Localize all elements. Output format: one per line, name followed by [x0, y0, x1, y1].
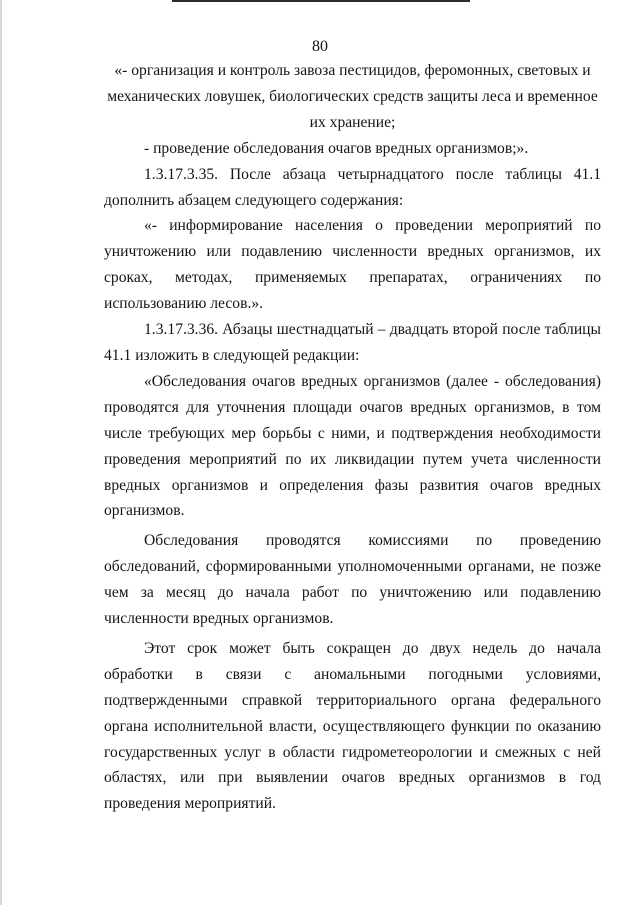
- paragraph-pest-control-list-item: «- организация и контроль завоза пестицидов, феромонных, световых и механических ловушек, биологических средств защиты леса и временное их хранение;: [107, 62, 598, 131]
- paragraph-amendment-1-3-17-3-35: 1.3.17.3.35. После абзаца четырнадцатого после таблицы 41.1 дополнить абзацем следующего содержания:: [104, 165, 601, 209]
- paragraph-surveys-commissions: Обследования проводятся комиссиями по проведению обследований, сформированными уполномоченными органами, не позже чем за месяц до начала работ по уничтожению или подавлению численности вредных организмов.: [104, 532, 601, 628]
- page-number: 80: [312, 38, 328, 55]
- scan-left-edge: [0, 0, 2, 905]
- paragraph-deadline-reduction: Этот срок может быть сокращен до двух недель до начала обработки в связи с аномальными погодными условиями, подтвержденными справкой территориального органа федерального органа исполнительной власти, осуществляющего функции по оказанию государственных услуг в области гидрометеорологии и смежных с ней областях, или при выявлении очагов вредных организмов в год проведения мероприятий.: [104, 639, 601, 813]
- paragraph-survey-list-item: - проведение обследования очагов вредных организмов;».: [144, 139, 529, 157]
- paragraph-public-information: «- информирование населения о проведении мероприятий по уничтожению или подавлению численности вредных организмов, их сроках, методах, применяемых препаратах, ограничениях по использованию лесов.».: [104, 217, 601, 313]
- scan-top-rule: [172, 0, 470, 2]
- paragraph-surveys-purpose: «Обследования очагов вредных организмов (далее - обследования) проводятся для уточнения площади очагов вредных организмов, в том числе требующих мер борьбы с ними, и подтверждения необходимости проведения мероприятий по их ликвидации путем учета численности вредных организмов и определения фазы развития очагов вредных организмов.: [104, 372, 601, 520]
- document-body: [104, 58, 601, 817]
- paragraph-amendment-1-3-17-3-36: 1.3.17.3.36. Абзацы шестнадцатый – двадцать второй после таблицы 41.1 изложить в следующей редакции:: [104, 321, 601, 364]
